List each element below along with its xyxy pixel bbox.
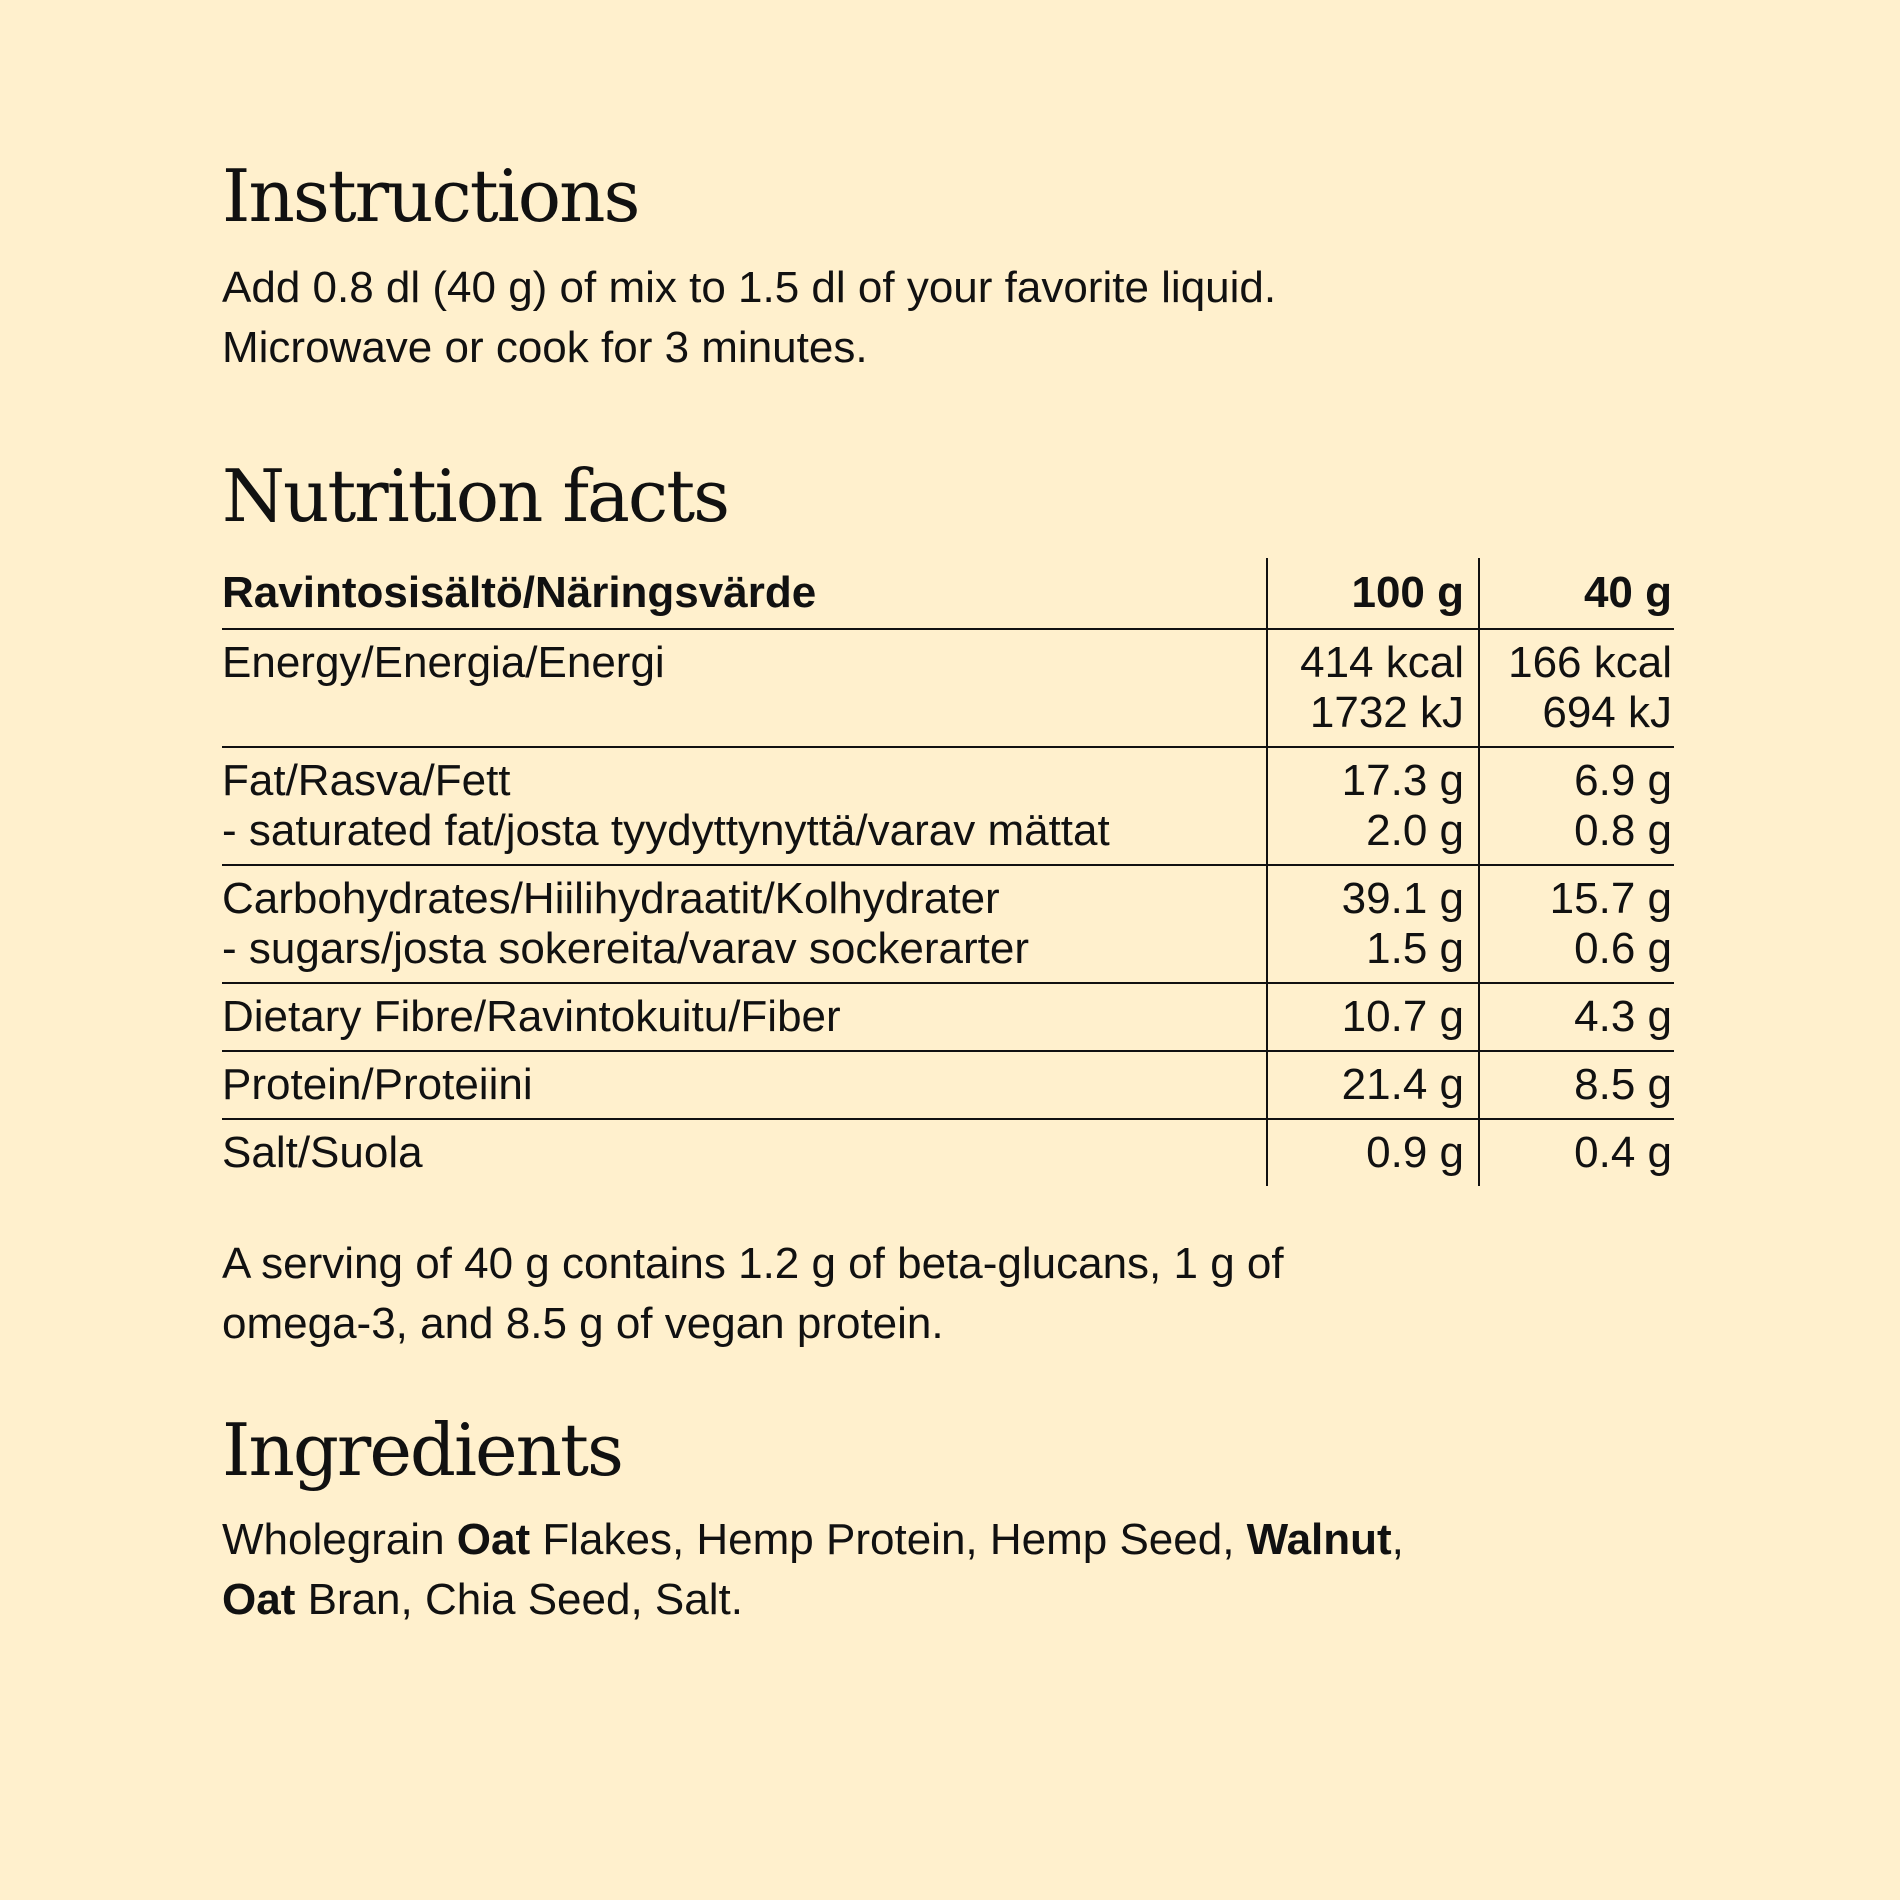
ingredients-title: Ingredients	[222, 1408, 622, 1492]
ingredient-text: ,	[1391, 1515, 1404, 1564]
nutrient-label	[222, 629, 1267, 747]
instructions-line-2: Microwave or cook for 3 minutes.	[222, 323, 868, 372]
nutrient-value-40g: 4.3 g	[1479, 983, 1674, 1051]
nutrient-value-40g	[1479, 629, 1674, 747]
nutrient-label: Salt/Suola	[222, 1128, 423, 1177]
nutrient-value-100g: 10.7 g	[1267, 983, 1479, 1051]
nutrition-row-salt	[222, 1119, 1674, 1186]
nutrient-name: Carbohydrates/Hiilihydraatit/Kolhydrater	[222, 874, 1000, 923]
sub-value-100g: 2.0 g	[1366, 806, 1464, 855]
nutrition-title: Nutrition facts	[222, 454, 729, 538]
nutrient-sub-name: - sugars/josta sokereita/varav sockerarter	[222, 924, 1029, 973]
instructions-line-1: Add 0.8 dl (40 g) of mix to 1.5 dl of your favorite liquid.	[222, 263, 1277, 312]
nutrient-label: Dietary Fibre/Ravintokuitu/Fiber	[222, 983, 1267, 1051]
nutrition-row-fat	[222, 747, 1674, 865]
sub-value-40g: 0.6 g	[1574, 924, 1672, 973]
nutrition-header-100g: 100 g	[1267, 558, 1479, 629]
nutrient-value-40g	[1479, 865, 1674, 983]
nutrient-name: Energy/Energia/Energi	[222, 638, 665, 687]
nutrient-value-100g: 0.9 g	[1267, 1119, 1479, 1186]
nutrition-header-40g: 40 g	[1479, 558, 1674, 629]
value-kcal-100g: 414 kcal	[1300, 638, 1464, 687]
nutrient-value-40g: 0.4 g	[1479, 1119, 1674, 1186]
value-kcal-40g: 166 kcal	[1508, 638, 1672, 687]
nutrient-name: Fat/Rasva/Fett	[222, 756, 511, 805]
instructions-title: Instructions	[222, 154, 639, 238]
ingredient-allergen: Oat	[222, 1575, 296, 1624]
value-100g: 39.1 g	[1341, 874, 1464, 923]
value-100g: 17.3 g	[1341, 756, 1464, 805]
serving-line-1: A serving of 40 g contains 1.2 g of beta-glucans, 1 g of	[222, 1239, 1284, 1288]
nutrient-value-100g	[1267, 865, 1479, 983]
value-40g: 6.9 g	[1574, 756, 1672, 805]
nutrient-value-100g	[1267, 629, 1479, 747]
nutrient-value-100g: 21.4 g	[1267, 1051, 1479, 1119]
nutrient-label: Protein/Proteiini	[222, 1051, 1267, 1119]
nutrition-row-fibre	[222, 983, 1674, 1051]
sub-value-40g: 0.8 g	[1574, 806, 1672, 855]
ingredient-allergen: Oat	[456, 1515, 531, 1564]
sub-value-100g: 1.5 g	[1366, 924, 1464, 973]
nutrient-sub-name: - saturated fat/josta tyydyttynyttä/varav mättat	[222, 806, 1110, 855]
value-40g: 15.7 g	[1549, 874, 1672, 923]
nutrition-row-protein	[222, 1051, 1674, 1119]
nutrient-value-100g	[1267, 747, 1479, 865]
nutrient-label	[222, 865, 1267, 983]
nutrient-value-40g	[1479, 747, 1674, 865]
value-kj-40g: 694 kJ	[1542, 688, 1672, 737]
serving-info-text	[222, 1234, 1682, 1354]
nutrient-label	[222, 747, 1267, 865]
value-kj-100g: 1732 kJ	[1309, 688, 1464, 737]
nutrition-row-carbohydrates	[222, 865, 1674, 983]
serving-line-2: omega-3, and 8.5 g of vegan protein.	[222, 1299, 944, 1348]
ingredient-allergen: Walnut	[1246, 1515, 1392, 1564]
nutrition-header-label: Ravintosisältö/Näringsvärde	[222, 558, 1267, 629]
nutrition-header-row	[222, 558, 1674, 629]
nutrition-table	[222, 558, 1674, 1186]
ingredient-text: Wholegrain	[222, 1515, 457, 1564]
nutrient-value-40g: 8.5 g	[1479, 1051, 1674, 1119]
instructions-text	[222, 258, 1682, 378]
ingredient-text: Flakes, Hemp Protein, Hemp Seed,	[530, 1515, 1247, 1564]
ingredient-text: Bran, Chia Seed, Salt.	[295, 1575, 743, 1624]
ingredients-list	[222, 1510, 1682, 1630]
nutrition-row-energy	[222, 629, 1674, 747]
content-area	[222, 154, 1682, 1630]
